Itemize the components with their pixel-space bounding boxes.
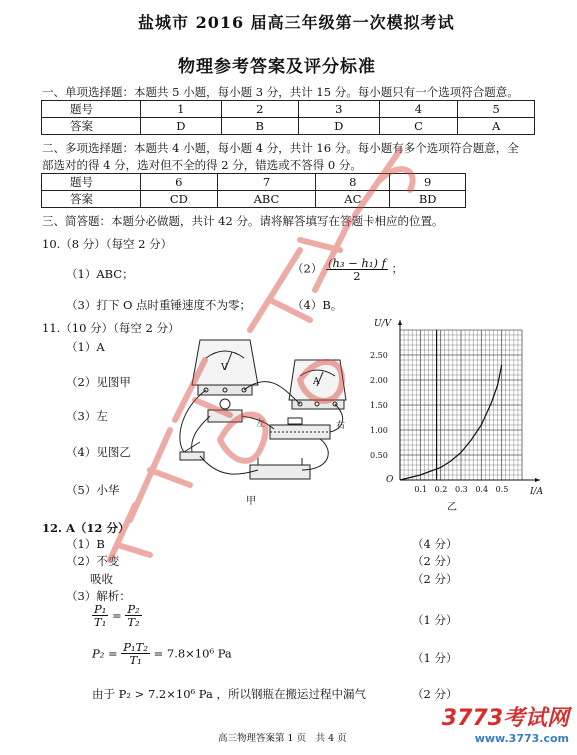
- q10-fraction: [326, 257, 388, 282]
- table-cell: D: [141, 118, 222, 135]
- bulb-base: [208, 410, 242, 422]
- table-cell: 8: [316, 174, 390, 191]
- y-tick-label: 1.50: [370, 401, 388, 410]
- q11-label: 11.（10 分）（每空 2 分）: [42, 321, 180, 335]
- chart-series-line: [400, 365, 502, 480]
- q10-answer-4: （4）B。: [292, 298, 343, 312]
- table-row: [42, 191, 466, 208]
- y-tick-label: 2.50: [370, 351, 388, 360]
- u-i-chart: [368, 312, 568, 517]
- logo-main-text: 3773考试网: [441, 706, 569, 731]
- table-cell: 4: [379, 101, 458, 118]
- q12-conclusion: 由于 P₂ > 7.2×10⁶ Pa ，所以钢瓶在搬运过程中漏气: [92, 687, 367, 701]
- page-footer: 高三物理答案第 1 页 共 4 页: [218, 733, 347, 744]
- battery-box: [250, 465, 310, 479]
- section1-table: [41, 100, 535, 135]
- table-cell: 6: [141, 174, 218, 191]
- fraction-numerator: (h₃ − h₁) f: [327, 256, 386, 270]
- page-title: 盐城市 2016 届高三年级第一次模拟考试: [138, 13, 455, 32]
- x-tick-label: 0.4: [475, 485, 489, 494]
- q11-item-1: （1）A: [66, 340, 105, 354]
- right-label: 右: [336, 421, 346, 431]
- fraction: [92, 603, 108, 628]
- chart-ticks: [370, 351, 508, 494]
- left-label: 左: [256, 419, 266, 429]
- q11-item-3: （3）左: [66, 409, 108, 423]
- q11-item-2: （2）见图甲: [66, 375, 131, 389]
- y-tick-label: 2.00: [370, 376, 388, 385]
- q12-score-6: （2 分）: [412, 687, 458, 701]
- x-tick-label: 0.2: [434, 485, 448, 494]
- q10-answer-3: （3）打下 O 点时重锤速度不为零；: [66, 298, 252, 312]
- q12-equation-1: [92, 603, 142, 628]
- table-cell: 2: [221, 101, 298, 118]
- row-header: 答案: [42, 191, 141, 208]
- chart-grid: [400, 330, 522, 480]
- q12-line-1: （1）B: [66, 537, 105, 551]
- section2-heading-line2: 部选对的得 4 分，选对但不全的得 2 分，错选或不答得 0 分。: [42, 158, 362, 172]
- q10-answer-2-suffix: ；: [391, 261, 404, 276]
- fraction: [121, 641, 150, 666]
- x-tick-label: 0.1: [414, 485, 428, 494]
- row-header: 题号: [42, 174, 141, 191]
- row-header: 题号: [42, 101, 141, 118]
- table-cell: 9: [390, 174, 466, 191]
- q12-score-4: （1 分）: [412, 613, 458, 627]
- page-subtitle: 物理参考答案及评分标准: [178, 57, 376, 77]
- table-cell: 5: [458, 101, 535, 118]
- q10-answer-1: （1）ABC；: [66, 267, 134, 281]
- q12-score-5: （1 分）: [412, 651, 458, 665]
- section3-heading: 三、简答题：本题分必做题，共计 42 分。请将解答填写在答题卡相应的位置。: [42, 214, 444, 228]
- table-cell: 7: [217, 174, 316, 191]
- equals-sign: =: [112, 608, 122, 623]
- x-axis-arrow: [535, 478, 540, 482]
- chart-y-axis-label: U/V: [374, 319, 392, 329]
- circuit-diagram: [170, 330, 370, 510]
- q10-label: 10.（8 分）（每空 2 分）: [42, 237, 173, 251]
- fraction-numerator: P₂: [127, 602, 140, 616]
- chart-x-axis-label: I/A: [530, 487, 544, 497]
- table-cell: ABC: [217, 191, 316, 208]
- logo-url-text: www.3773.com: [474, 732, 569, 745]
- row-header: 答案: [42, 118, 141, 135]
- equation-rhs: = 7.8×10⁶ Pa: [153, 646, 232, 661]
- y-axis-arrow: [398, 320, 402, 325]
- y-tick-label: 1.00: [370, 426, 388, 435]
- voltmeter-label: V: [221, 363, 228, 373]
- q12-line-2: （2）不变: [66, 554, 120, 568]
- q12-score-2: （2 分）: [412, 554, 458, 568]
- x-tick-label: 0.3: [455, 485, 468, 494]
- table-cell: AC: [316, 191, 390, 208]
- q12-score-1: （4 分）: [412, 537, 458, 551]
- table-cell: D: [298, 118, 379, 135]
- q12-line-4: （3）解析：: [66, 589, 131, 603]
- fraction-denominator: T₂: [127, 615, 140, 629]
- table-cell: B: [221, 118, 298, 135]
- fraction-numerator: P₁: [94, 602, 107, 616]
- table-cell: CD: [141, 191, 218, 208]
- fraction-numerator: P₁T₂: [123, 640, 148, 654]
- site-logo: [442, 701, 569, 745]
- figure-b-caption: 乙: [447, 502, 457, 513]
- fraction-denominator: T₁: [129, 653, 142, 667]
- q12-score-3: （2 分）: [412, 572, 458, 586]
- table-row: [42, 118, 535, 135]
- chart-origin-label: O: [386, 475, 394, 485]
- fraction-denominator: T₁: [94, 615, 107, 629]
- q12-equation-2: [92, 641, 232, 666]
- q11-item-4: （4）见图乙: [66, 445, 131, 459]
- equation-lhs: P₂ =: [92, 646, 118, 661]
- table-cell: C: [379, 118, 458, 135]
- table-row: [42, 101, 535, 118]
- table-cell: BD: [390, 191, 466, 208]
- table-cell: 3: [298, 101, 379, 118]
- q12-line-3: 吸收: [90, 572, 113, 586]
- figure-a-caption: 甲: [246, 496, 256, 507]
- q12-label: 12. A（12 分）: [42, 521, 130, 535]
- x-tick-label: 0.5: [495, 485, 509, 494]
- section2-table: [41, 173, 466, 208]
- ammeter-label: A: [313, 377, 320, 387]
- q11-item-5: （5）小华: [66, 483, 120, 497]
- table-cell: A: [458, 118, 535, 135]
- bulb: [220, 399, 230, 409]
- fraction: [125, 603, 141, 628]
- section2-heading-line1: 二、多项选择题：本题共 4 小题，每小题 4 分，共计 16 分。每小题有多个选项符合题意，全: [42, 141, 519, 155]
- table-cell: 1: [141, 101, 222, 118]
- q10-answer-2-prefix: （2）: [292, 261, 323, 276]
- fraction-denominator: 2: [353, 269, 361, 283]
- table-row: [42, 174, 466, 191]
- q10-answer-2: [292, 257, 403, 282]
- y-tick-label: 0.50: [370, 451, 388, 460]
- section1-heading: 一、单项选择题：本题共 5 小题，每小题 3 分，共计 15 分。每小题只有一个选项符合题意。: [42, 85, 519, 99]
